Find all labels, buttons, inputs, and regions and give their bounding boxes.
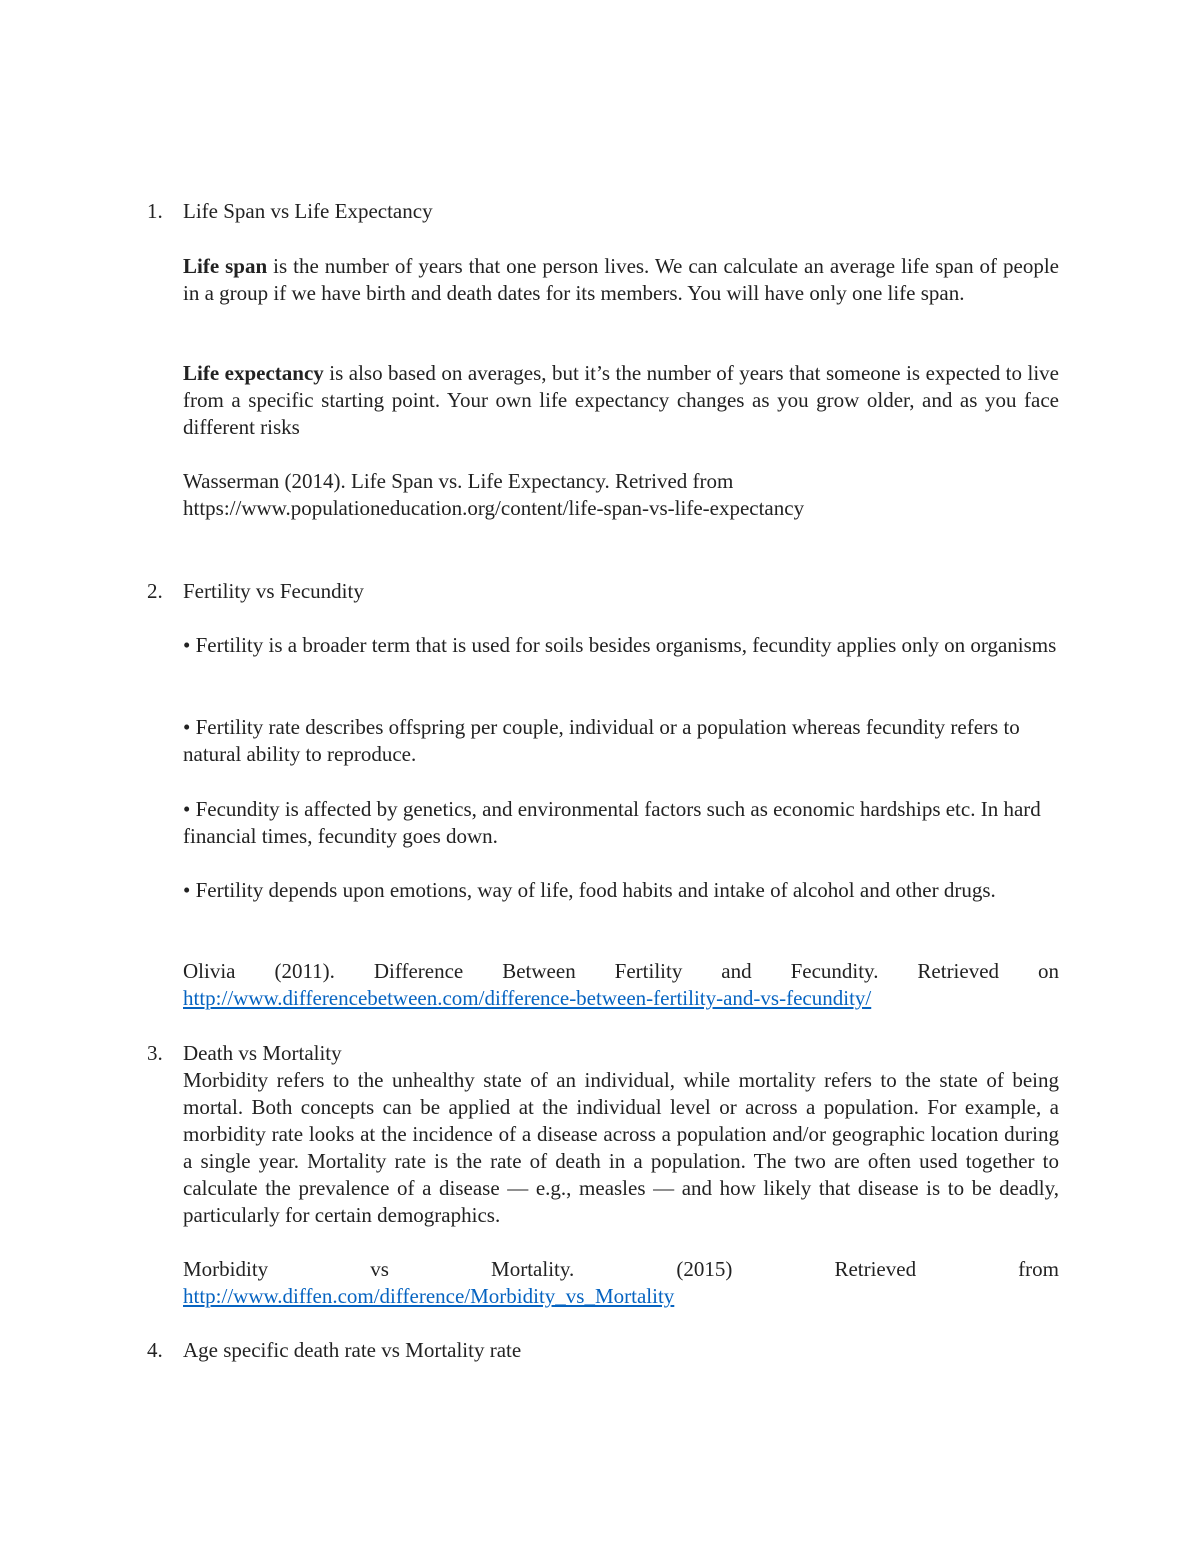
citation [183, 1256, 1059, 1310]
section-number: 4. [147, 1338, 163, 1362]
life-span-paragraph [183, 253, 1059, 307]
definition-text: is also based on averages, but it’s the number of years that someone is expected to live from a specific starting point. Your own life expectancy changes as you grow older, and as you face different risks [183, 361, 1059, 439]
section-number: 1. [147, 199, 163, 223]
term-bold: Life span [183, 254, 268, 278]
term-bold: Life expectancy [183, 361, 324, 385]
bullet-text: • Fertility rate describes offspring per couple, individual or a population whereas fecundity refers to natural ability to reproduce. [183, 715, 1020, 766]
bullet-item [183, 632, 1059, 659]
section-number: 2. [147, 579, 163, 603]
citation-link[interactable]: http://www.differencebetween.com/difference-between-fertility-and-vs-fecundity/ [183, 986, 872, 1010]
citation-text: Olivia (2011). Difference Between Fertility and Fecundity. Retrieved on [183, 959, 1059, 983]
citation [183, 468, 903, 522]
bullet-item [183, 796, 1059, 850]
body-paragraph [183, 1067, 1059, 1229]
bullet-item [183, 714, 1059, 768]
citation [183, 958, 1059, 1012]
body-text: Morbidity refers to the unhealthy state of an individual, while mortality refers to the state of being mortal. Both concepts can be applied at the individual level or across a population. For example, a morbidity rate looks at the incidence of a disease across a population and/or geographic location during a single year. Mortality rate is the rate of death in a population. The two are often used together to calculate the prevalence of a disease — e.g., measles — and how likely that disease is to be deadly, particularly for certain demographics. [183, 1068, 1059, 1227]
section-title: Age specific death rate vs Mortality rate [183, 1338, 522, 1362]
definition-text: is the number of years that one person lives. We can calculate an average life span of people in a group if we have birth and death dates for its members. You will have only one life span. [183, 254, 1059, 305]
bullet-text: • Fertility depends upon emotions, way of life, food habits and intake of alcohol and other drugs. [183, 878, 996, 902]
citation-text: Morbidity vs Mortality. (2015) Retrieved from [183, 1257, 1059, 1281]
section-title: Fertility vs Fecundity [183, 579, 364, 603]
bullet-text: • Fecundity is affected by genetics, and environmental factors such as economic hardships etc. In hard financial times, fecundity goes down. [183, 797, 1041, 848]
citation-link[interactable]: http://www.diffen.com/difference/Morbidity_vs_Mortality [183, 1284, 675, 1308]
bullet-text: • Fertility is a broader term that is used for soils besides organisms, fecundity applies only on organisms [183, 633, 1057, 657]
section-number: 3. [147, 1041, 163, 1065]
citation-text: Wasserman (2014). Life Span vs. Life Expectancy. Retrived from https://www.populationeducation.org/content/life-span-vs-life-expectancy [183, 469, 805, 520]
section-title: Death vs Mortality [183, 1041, 342, 1065]
bullet-item [183, 877, 1059, 904]
life-expectancy-paragraph [183, 360, 1059, 441]
section-title: Life Span vs Life Expectancy [183, 199, 433, 223]
